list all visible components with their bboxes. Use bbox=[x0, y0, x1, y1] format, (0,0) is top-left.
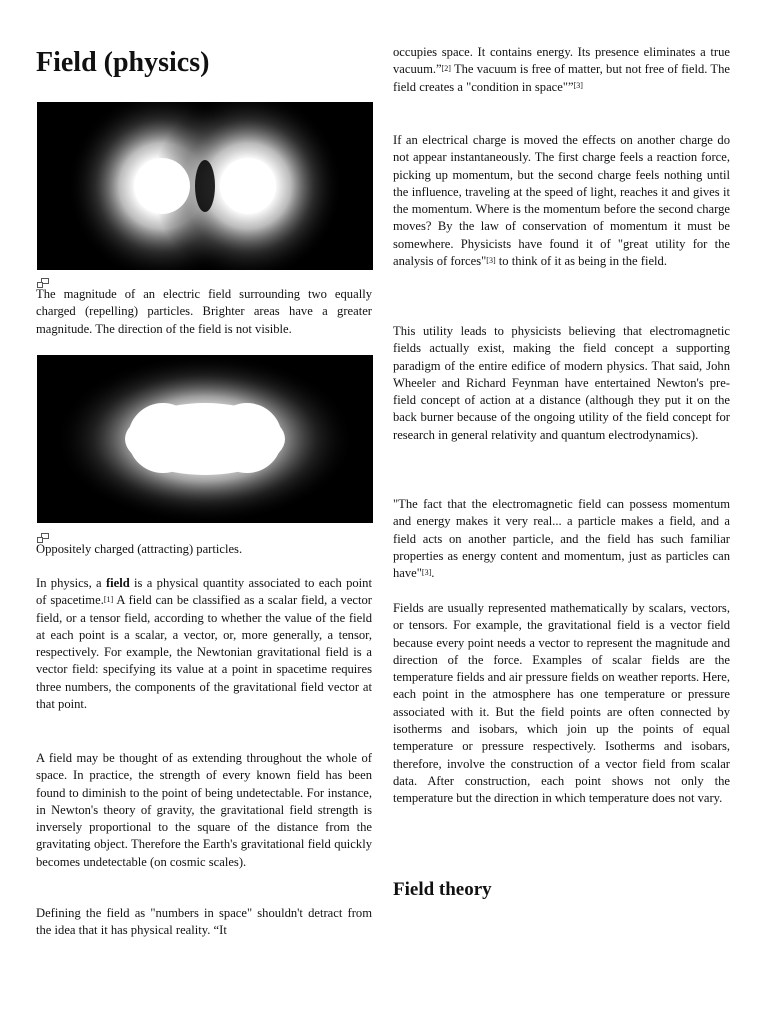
paragraph: This utility leads to physicists believing that electromagnetic fields actually exist, making the field concept a supporting paradigm of the entire edifice of modern physics. That said, John Wheeler and Richard Feynman have entertained Newton's pre-field concept of action at a distance (although they put it on the back burner because of the ongoing utility of the field concept for research in general relativity and quantum electrodynamics). bbox=[393, 324, 730, 442]
paragraph: If an electrical charge is moved the effects on another charge do not appear instantaneously. The first charge feels a reaction force, picking up momentum, but the second charge feels nothing until the influence, traveling at the speed of light, reaches it and gives it the momentum. Where is the momentum before the second charge moves? By the law of conservation of momentum it must be somewhere. Physicists have found it of "great utility for the analysis of forces"[3] to think of it as being in the field. bbox=[393, 133, 730, 269]
page-title: Field (physics) bbox=[36, 47, 210, 78]
figure-caption: Oppositely charged (attracting) particles. bbox=[36, 542, 243, 556]
citation-ref[interactable]: [2] bbox=[441, 63, 451, 73]
attracting-charges-image bbox=[37, 355, 373, 523]
enlarge-icon[interactable] bbox=[37, 530, 49, 540]
repelling-field-visual bbox=[37, 102, 373, 270]
paragraph: Defining the field as "numbers in space" shouldn't detract from the idea that it has physical reality. “It bbox=[36, 906, 372, 938]
citation-ref[interactable]: [3] bbox=[421, 567, 432, 577]
section-heading: Field theory bbox=[393, 879, 492, 900]
attracting-field-visual bbox=[37, 355, 373, 523]
figure-caption: The magnitude of an electric field surrounding two equally charged (repelling) particles. Brighter areas have a greater magnitude. The direction of the field is not visible. bbox=[36, 287, 372, 336]
paragraph: occupies space. It contains energy. Its presence eliminates a true vacuum.”[2] The vacuum is free of matter, but not free of field. The field creates a "condition in space"”[3] bbox=[393, 45, 730, 94]
paragraph: "The fact that the electromagnetic field can possess momentum and energy makes it very real... a particle makes a field, and a field acts on another particle, and the field has such familiar properties as energy content and momentum, just as particles can have"[3]. bbox=[393, 497, 730, 581]
enlarge-icon[interactable] bbox=[37, 275, 49, 285]
repelling-charges-image bbox=[37, 102, 373, 270]
citation-ref[interactable]: [3] bbox=[573, 81, 583, 91]
paragraph-intro: In physics, a field is a physical quantity associated to each point of spacetime.[1] A field can be classified as a scalar field, a vector field, or a tensor field, according to whether the value of the field at each point is a scalar, a vector, or, more generally, a tensor, respectively. For example, the Newtonian gravitational field is a vector field: specifying its value at a point in spacetime requires three numbers, the components of the gravitational field vector at that point. bbox=[36, 576, 372, 712]
paragraph: A field may be thought of as extending throughout the whole of space. In practice, the strength of every known field has been found to diminish to the point of being undetectable. For instance, in Newton's theory of gravity, the gravitational field strength is inversely proportional to the square of the distance from the gravitating object. Therefore the Earth's gravitational field quickly becomes undetectable (on cosmic scales). bbox=[36, 751, 372, 869]
paragraph: Fields are usually represented mathematically by scalars, vectors, or tensors. For example, the gravitational field is a vector field because every point needs a vector to represent the magnitude and direction of the force. Examples of scalar fields are the temperature fields and air pressure fields on weather reports. Here, each point in the atmosphere has one temperature or pressure associated with it. But the field points are often connected by isotherms and isobars, which join up the points of equal temperature or pressure respectively. Isotherms and isobars, therefore, involve the construction of a vector field from scalar data. After construction, each point shows not only the temperature but the direction in which temperature does not vary. bbox=[393, 601, 730, 806]
citation-ref[interactable]: [3] bbox=[486, 255, 496, 265]
bold-term: field bbox=[105, 576, 130, 590]
citation-ref[interactable]: [1] bbox=[103, 594, 114, 604]
